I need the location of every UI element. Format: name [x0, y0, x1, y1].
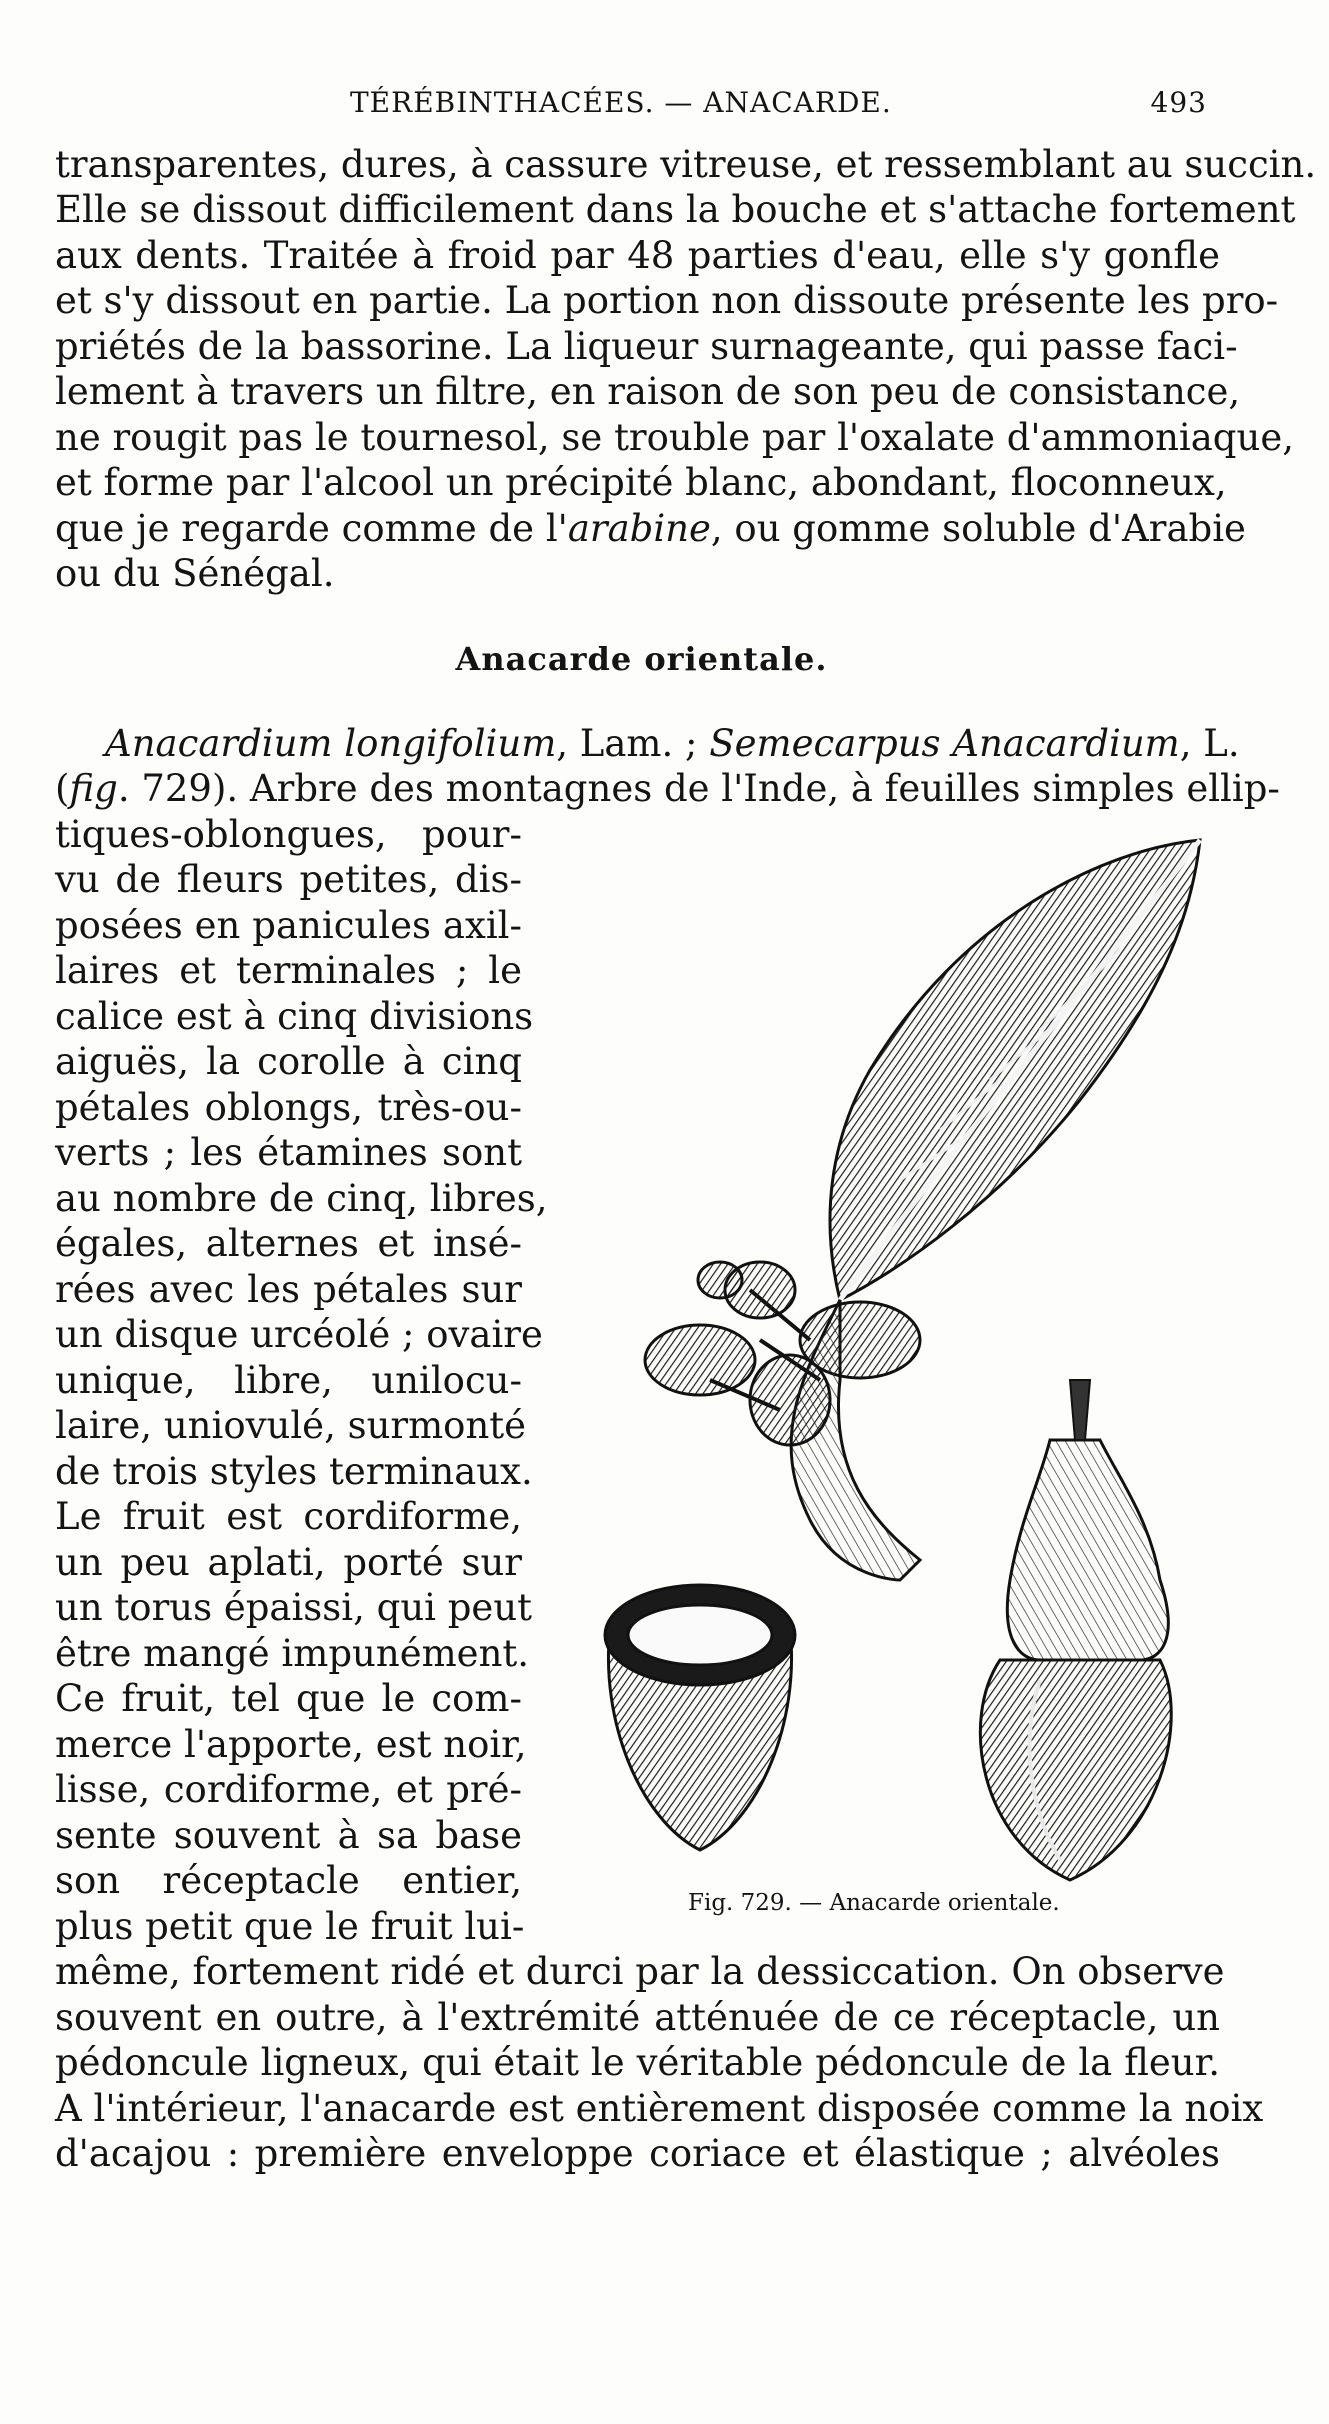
- text-line: son réceptacle entier,: [55, 1859, 522, 1902]
- fruit-cross-section: [605, 1585, 795, 1850]
- text-line: transparentes, dures, à cassure vitreuse, et ressemblant au succin.: [55, 143, 1317, 186]
- text-line: priétés de la bassorine. La liqueur surnageante, qui passe faci-: [55, 325, 1238, 368]
- text-line: verts ; les étamines sont: [55, 1131, 522, 1174]
- text-line: calice est à cinq divisions: [55, 995, 534, 1038]
- text-line: pédoncule ligneux, qui était le véritable pédoncule de la fleur.: [55, 2041, 1220, 2084]
- text-line: de trois styles terminaux.: [55, 1450, 533, 1493]
- text-line: même, fortement ridé et durci par la dessiccation. On observe: [55, 1950, 1225, 1993]
- text-line: vu de fleurs petites, dis-: [55, 858, 522, 901]
- text-line: un disque urcéolé ; ovaire: [55, 1313, 543, 1356]
- text-line: Ce fruit, tel que le com-: [55, 1677, 522, 1720]
- text-line: au nombre de cinq, libres,: [55, 1177, 548, 1220]
- section-heading: Anacarde orientale.: [455, 640, 828, 678]
- text-line: Anacardium longifolium, Lam. ; Semecarpus Anacardium, L.: [105, 722, 1240, 765]
- whole-fruit: [980, 1380, 1171, 1880]
- text-line: ne rougit pas le tournesol, se trouble par l'oxalate d'ammoniaque,: [55, 416, 1294, 459]
- text-line: souvent en outre, à l'extrémité atténuée de ce réceptacle, un: [55, 1996, 1220, 2039]
- page-number: 493: [1150, 86, 1207, 119]
- text-line: aux dents. Traitée à froid par 48 parties d'eau, elle s'y gonfle: [55, 234, 1220, 277]
- text-line: Elle se dissout difficilement dans la bouche et s'attache fortement: [55, 188, 1296, 231]
- text-line: rées avec les pétales sur: [55, 1268, 522, 1311]
- text-line: pétales oblongs, très-ou-: [55, 1086, 522, 1129]
- text-line: sente souvent à sa base: [55, 1814, 522, 1857]
- text-line: aiguës, la corolle à cinq: [55, 1040, 522, 1083]
- leaf: [830, 840, 1200, 1300]
- text-line: tiques-oblongues, pour-: [55, 813, 522, 856]
- text-line: d'acajou : première enveloppe coriace et élastique ; alvéoles: [55, 2132, 1220, 2175]
- text-line: lisse, cordiforme, et pré-: [55, 1768, 522, 1811]
- text-line: posées en panicules axil-: [55, 904, 522, 947]
- text-line: lement à travers un filtre, en raison de son peu de consistance,: [55, 370, 1241, 413]
- text-line: laire, uniovulé, surmonté: [55, 1404, 527, 1447]
- text-line: merce l'apporte, est noir,: [55, 1723, 527, 1766]
- text-line: que je regarde comme de l'arabine, ou gomme soluble d'Arabie: [55, 507, 1246, 550]
- anacarde-illustration: [540, 820, 1220, 1890]
- text-line: et forme par l'alcool un précipité blanc, abondant, floconneux,: [55, 461, 1227, 504]
- text-line: (fig. 729). Arbre des montagnes de l'Inde, à feuilles simples ellip-: [55, 767, 1280, 810]
- header-title: TÉRÉBINTHACÉES. — ANACARDE.: [350, 86, 892, 119]
- text-line: un peu aplati, porté sur: [55, 1541, 522, 1584]
- text-line: plus petit que le fruit lui-: [55, 1905, 525, 1948]
- running-header: [55, 78, 1207, 126]
- text-line: ou du Sénégal.: [55, 552, 335, 595]
- italic-term: arabine: [567, 507, 711, 550]
- text-line: Le fruit est cordiforme,: [55, 1495, 522, 1538]
- species-name: Anacardium longifolium: [105, 722, 557, 765]
- text-line: et s'y dissout en partie. La portion non dissoute présente les pro-: [55, 279, 1279, 322]
- text-line: égales, alternes et insé-: [55, 1222, 522, 1265]
- text-line: être mangé impunément.: [55, 1632, 530, 1675]
- text-line: laires et terminales ; le: [55, 949, 522, 992]
- figure-caption: Fig. 729. — Anacarde orientale.: [688, 1890, 1060, 1916]
- text-line: A l'intérieur, l'anacarde est entièrement disposée comme la noix: [55, 2087, 1264, 2130]
- text-line: unique, libre, unilocu-: [55, 1359, 522, 1402]
- species-name: Semecarpus Anacardium: [709, 722, 1180, 765]
- text-line: un torus épaissi, qui peut: [55, 1586, 533, 1629]
